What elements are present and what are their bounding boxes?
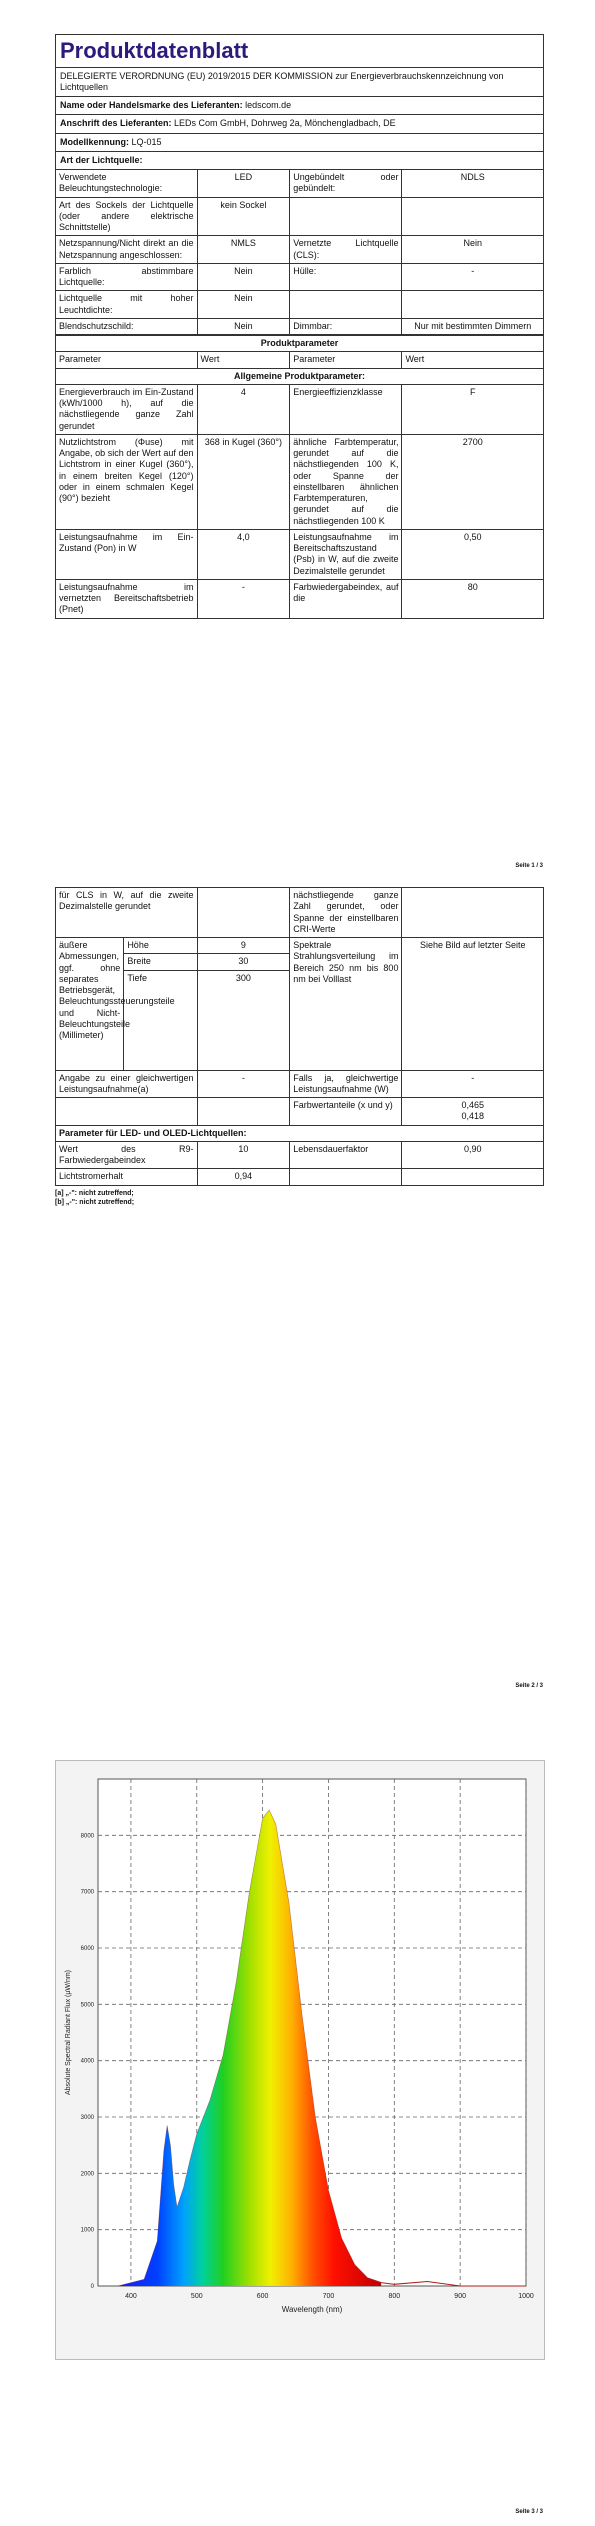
param-label: Lichtquelle mit hoher Leuchtdichte: (56, 291, 198, 319)
param-label: Vernetzte Lichtquelle (CLS): (290, 236, 402, 264)
y-tick-label: 4000 (80, 2058, 94, 2065)
param-value: 0,90 (402, 1141, 544, 1169)
param-value: Nur mit bestimmten Dimmern (402, 318, 544, 334)
param-label: für CLS in W, auf die zweite Dezimalstelle gerundet (56, 888, 198, 938)
page-number: Seite 2 / 3 (515, 1682, 543, 1689)
dim-key: Tiefe (124, 970, 197, 1070)
param-value (402, 888, 544, 938)
page-2 (0, 880, 595, 1700)
param-label: Energieeffizienzklasse (290, 384, 402, 434)
table-row (56, 434, 544, 529)
spectrum-label: Spektrale Strahlungsverteilung im Bereich 250 nm bis 800 nm bei Volllast (290, 938, 402, 1071)
param-label: Hülle: (290, 263, 402, 291)
model-value: LQ-015 (131, 136, 162, 147)
param-value: 0,50 (402, 529, 544, 579)
table-row (56, 197, 544, 236)
dim-value: 9 (197, 938, 290, 954)
table-row (56, 318, 544, 334)
param-value: Nein (197, 263, 290, 291)
datasheet-frame-2 (55, 887, 544, 1208)
table-row (56, 263, 544, 291)
x-tick-label: 700 (322, 2293, 335, 2300)
led-header: Parameter für LED- und OLED-Lichtquellen: (56, 1125, 544, 1141)
table-row (56, 291, 544, 319)
param-value: F (402, 384, 544, 434)
param-label (290, 291, 402, 319)
spectrum-chart (55, 1760, 545, 2360)
param-value: - (402, 263, 544, 291)
param-label: Lebensdauerfaktor (290, 1141, 402, 1169)
param-value (197, 888, 290, 938)
param-label (290, 1169, 402, 1185)
param-label: Ungebündelt oder gebündelt: (290, 170, 402, 198)
type-header-label: Art der Lichtquelle: (60, 154, 143, 165)
param-value: Nein (197, 291, 290, 319)
param-value: 0,94 (197, 1169, 290, 1185)
spectrum-svg (56, 1761, 546, 2361)
spectrum-value: Siehe Bild auf letzter Seite (402, 938, 544, 1071)
dim-key: Breite (124, 954, 197, 970)
x-tick-label: 600 (256, 2293, 269, 2300)
param-value (197, 1098, 290, 1126)
col-param-1: Parameter (56, 352, 198, 368)
param-label (56, 1098, 198, 1126)
param-label: nächstliegende ganze Zahl gerundet, oder Spanne der einstellbaren CRI-Werte (290, 888, 402, 938)
param-value: 0,465 0,418 (402, 1098, 544, 1126)
param-value (402, 197, 544, 236)
table-row (56, 1070, 544, 1098)
table-row (56, 938, 544, 954)
param-label: Energieverbrauch im Ein-Zustand (kWh/1000 h), auf die nächstliegende ganze Zahl gerundet (56, 384, 198, 434)
x-tick-label: 500 (190, 2293, 203, 2300)
param-value: 368 in Kugel (360°) (197, 434, 290, 529)
dim-key: Höhe (124, 938, 197, 954)
table-row (56, 170, 544, 198)
param-value: kein Sockel (197, 197, 290, 236)
datasheet-frame (55, 34, 544, 619)
supplier-address-value: LEDs Com GmbH, Dohrweg 2a, Mönchengladbach, DE (174, 118, 396, 129)
page-3 (0, 1700, 595, 2526)
param-label: Leistungsaufnahme im Bereitschaftszustand (Psb) in W, auf die zweite Dezimalstelle gerundet (290, 529, 402, 579)
page-number: Seite 1 / 3 (515, 862, 543, 869)
params-header: Produktparameter (56, 336, 544, 352)
param-label (290, 197, 402, 236)
model-row (55, 133, 544, 151)
param-value (402, 291, 544, 319)
y-tick-label: 1000 (80, 2227, 94, 2234)
y-axis-label: Absolute Spectral Radiant Flux (µW/nm) (65, 1969, 72, 2096)
param-value: 80 (402, 579, 544, 618)
param-value: NDLS (402, 170, 544, 198)
param-label: Netzspannung/Nicht direkt an die Netzspannung angeschlossen: (56, 236, 198, 264)
table-row (56, 1098, 544, 1126)
param-label: Art des Sockels der Lichtquelle (oder andere elektrische Schnittstelle) (56, 197, 198, 236)
col-value-2: Wert (402, 352, 544, 368)
params-table (55, 335, 544, 619)
y-tick-label: 2000 (80, 2171, 94, 2178)
col-value-1: Wert (197, 352, 290, 368)
param-value: 10 (197, 1141, 290, 1169)
footnote: [a] „-": nicht zutreffend; (55, 1189, 134, 1197)
param-value: Nein (402, 236, 544, 264)
param-label: Nutzlichtstrom (Φuse) mit Angabe, ob sich der Wert auf den Lichtstrom in einer Kugel (360°), in einem breiten Kegel (120°) oder in einem schmalen Kegel (90°) bezieht (56, 434, 198, 529)
param-label: Blendschutzschild: (56, 318, 198, 334)
param-label: Falls ja, gleichwertige Leistungsaufnahme (W) (290, 1070, 402, 1098)
param-label: ähnliche Farbtemperatur, gerundet auf die nächstliegenden 100 K, oder Spanne der einstellbaren ähnlichen Farbtemperaturen, gerundet auf die nächstliegenden 100 K (290, 434, 402, 529)
param-value (402, 1169, 544, 1185)
regulation-text: DELEGIERTE VERORDNUNG (EU) 2019/2015 DER KOMMISSION zur Energieverbrauchskennzeichnung von Lichtquellen (55, 67, 544, 97)
param-label: Angabe zu einer gleichwertigen Leistungsaufnahme(a) (56, 1070, 198, 1098)
param-label: Leistungsaufnahme im Ein-Zustand (Pon) in W (56, 529, 198, 579)
param-label: Farblich abstimmbare Lichtquelle: (56, 263, 198, 291)
page-1 (0, 0, 595, 880)
table-row (56, 579, 544, 618)
type-table (55, 169, 544, 335)
model-label: Modellkennung: (60, 136, 129, 147)
param-value: Nein (197, 318, 290, 334)
param-value: - (402, 1070, 544, 1098)
supplier-name-row (55, 96, 544, 114)
param-label: Leistungsaufnahme im vernetzten Bereitschaftsbetrieb (Pnet) (56, 579, 198, 618)
param-label: Verwendete Beleuchtungstechnologie: (56, 170, 198, 198)
table-row (56, 1141, 544, 1169)
page-title: Produktdatenblatt (55, 34, 544, 67)
x-tick-label: 400 (125, 2293, 137, 2300)
param-value: NMLS (197, 236, 290, 264)
y-tick-label: 0 (90, 2284, 94, 2290)
y-tick-label: 8000 (80, 1833, 94, 1840)
dim-value: 30 (197, 954, 290, 970)
page-number: Seite 3 / 3 (515, 2508, 543, 2515)
type-header (55, 151, 544, 169)
y-tick-label: 3000 (80, 2115, 94, 2121)
x-tick-label: 900 (454, 2293, 466, 2300)
y-tick-label: 7000 (80, 1889, 94, 1896)
param-value: - (197, 579, 290, 618)
x-tick-label: 1000 (518, 2293, 534, 2300)
param-value: 4 (197, 384, 290, 434)
param-label: Farbwertanteile (x und y) (290, 1098, 402, 1126)
supplier-address-label: Anschrift des Lieferanten: (60, 118, 172, 129)
table-row (56, 236, 544, 264)
footnote: [b] „-": nicht zutreffend; (55, 1199, 135, 1207)
param-label: Farbwiedergabeindex, auf die (290, 579, 402, 618)
table-row (56, 384, 544, 434)
x-axis-label: Wavelength (nm) (281, 2305, 343, 2314)
supplier-name-value: ledscom.de (245, 100, 292, 110)
param-label: Lichtstromerhalt (56, 1169, 198, 1185)
param-value: - (197, 1070, 290, 1098)
dims-label: äußere Abmessungen, ggf. ohne separates Betriebsgerät, Beleuchtungssteuerungsteile und Nicht-Beleuchtungsteile (Millimeter) (56, 938, 124, 1071)
general-header: Allgemeine Produktparameter: (56, 368, 544, 384)
param-value: 2700 (402, 434, 544, 529)
col-param-2: Parameter (290, 352, 402, 368)
y-tick-label: 5000 (80, 2002, 94, 2009)
supplier-name-label: Name oder Handelsmarke des Lieferanten: (60, 100, 243, 110)
param-label: Wert des R9-Farbwiedergabeindex (56, 1141, 198, 1169)
x-tick-label: 800 (388, 2293, 401, 2300)
table-row (56, 529, 544, 579)
y-tick-label: 6000 (80, 1946, 94, 1952)
param-value: 4,0 (197, 529, 290, 579)
table-row (56, 888, 544, 938)
params-table-cont (55, 887, 544, 1186)
supplier-address-row (55, 114, 544, 132)
dim-value: 300 (197, 970, 290, 1070)
param-value: LED (197, 170, 290, 198)
table-row (56, 1169, 544, 1185)
param-label: Dimmbar: (290, 318, 402, 334)
